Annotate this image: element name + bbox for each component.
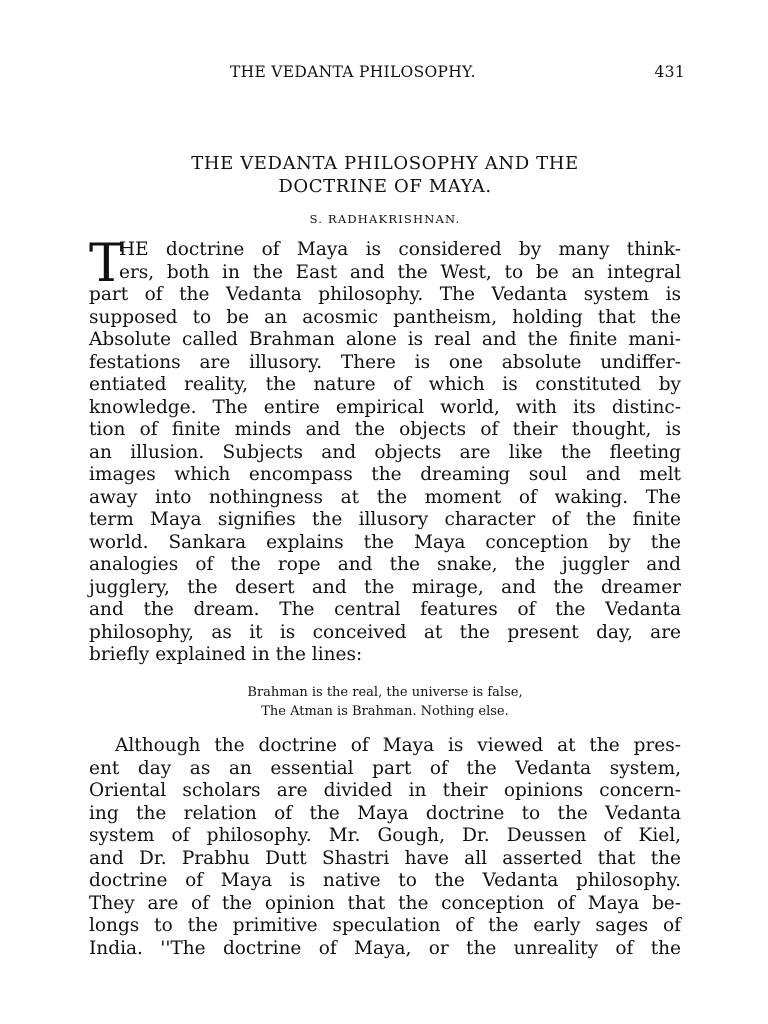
text-line: supposed to be an acosmic pantheism, holding that the <box>89 306 681 328</box>
text-line: ing the relation of the Maya doctrine to the Vedanta <box>89 802 681 824</box>
article-title <box>90 152 680 198</box>
text-line: away into nothingness at the moment of waking. The <box>89 486 681 508</box>
drop-cap: T <box>89 234 124 294</box>
text-line: India. ''The doctrine of Maya, or the unreality of the <box>89 937 681 959</box>
text-line: festations are illusory. There is one absolute undiffer- <box>89 351 681 373</box>
author-byline: S. RADHAKRISHNAN. <box>309 212 461 226</box>
paragraph-1 <box>89 234 681 667</box>
text-line: ers, both in the East and the West, to be an integral <box>119 261 681 283</box>
running-title: THE VEDANTA PHILOSOPHY. <box>230 63 476 81</box>
text-line: term Maya signifies the illusory character of the finite <box>89 509 681 530</box>
text-line: briefly explained in the lines: <box>89 644 363 665</box>
text-line: doctrine of Maya is native to the Vedanta philosophy. <box>89 870 681 891</box>
text-line: part of the Vedanta philosophy. The Vedanta system is <box>89 284 681 305</box>
text-line: They are of the opinion that the conception of Maya be- <box>89 892 681 914</box>
text-line: tion of finite minds and the objects of their thought, is <box>89 419 681 440</box>
text-line: system of philosophy. Mr. Gough, Dr. Deussen of Kiel, <box>89 825 681 846</box>
text-line: Absolute called Brahman alone is real and the finite mani- <box>89 329 681 350</box>
quote-line: The Atman is Brahman. Nothing else. <box>261 704 509 719</box>
text-line: analogies of the rope and the snake, the juggler and <box>89 554 681 575</box>
text-line: ent day as an essential part of the Vedanta system, <box>89 757 681 779</box>
title-line: DOCTRINE OF MAYA. <box>278 176 492 197</box>
text-line: knowledge. The entire empirical world, with its distinc- <box>89 396 681 418</box>
quote-line: Brahman is the real, the universe is false, <box>247 685 523 700</box>
text-line: entiated reality, the nature of which is constituted by <box>89 374 681 395</box>
text-line: world. Sankara explains the Maya conception by the <box>89 531 681 553</box>
text-line: and Dr. Prabhu Dutt Shastri have all asserted that the <box>89 847 681 869</box>
text-line: images which encompass the dreaming soul and melt <box>89 464 681 485</box>
page-number: 431 <box>654 63 685 81</box>
text-line: longs to the primitive speculation of the early sages of <box>89 915 681 936</box>
text-line: HE doctrine of Maya is considered by many think- <box>119 239 681 260</box>
text-line: philosophy, as it is conceived at the present day, are <box>89 621 681 643</box>
text-line: Although the doctrine of Maya is viewed at the pres- <box>115 735 681 756</box>
paragraph-2 <box>89 735 681 960</box>
text-line: jugglery, the desert and the mirage, and the dreamer <box>89 576 681 598</box>
block-quote <box>89 683 681 721</box>
title-line: THE VEDANTA PHILOSOPHY AND THE <box>191 153 579 174</box>
text-line: and the dream. The central features of the Vedanta <box>89 599 681 620</box>
text-line: Oriental scholars are divided in their opinions concern- <box>89 780 681 801</box>
text-line: an illusion. Subjects and objects are like the fleeting <box>89 441 681 463</box>
